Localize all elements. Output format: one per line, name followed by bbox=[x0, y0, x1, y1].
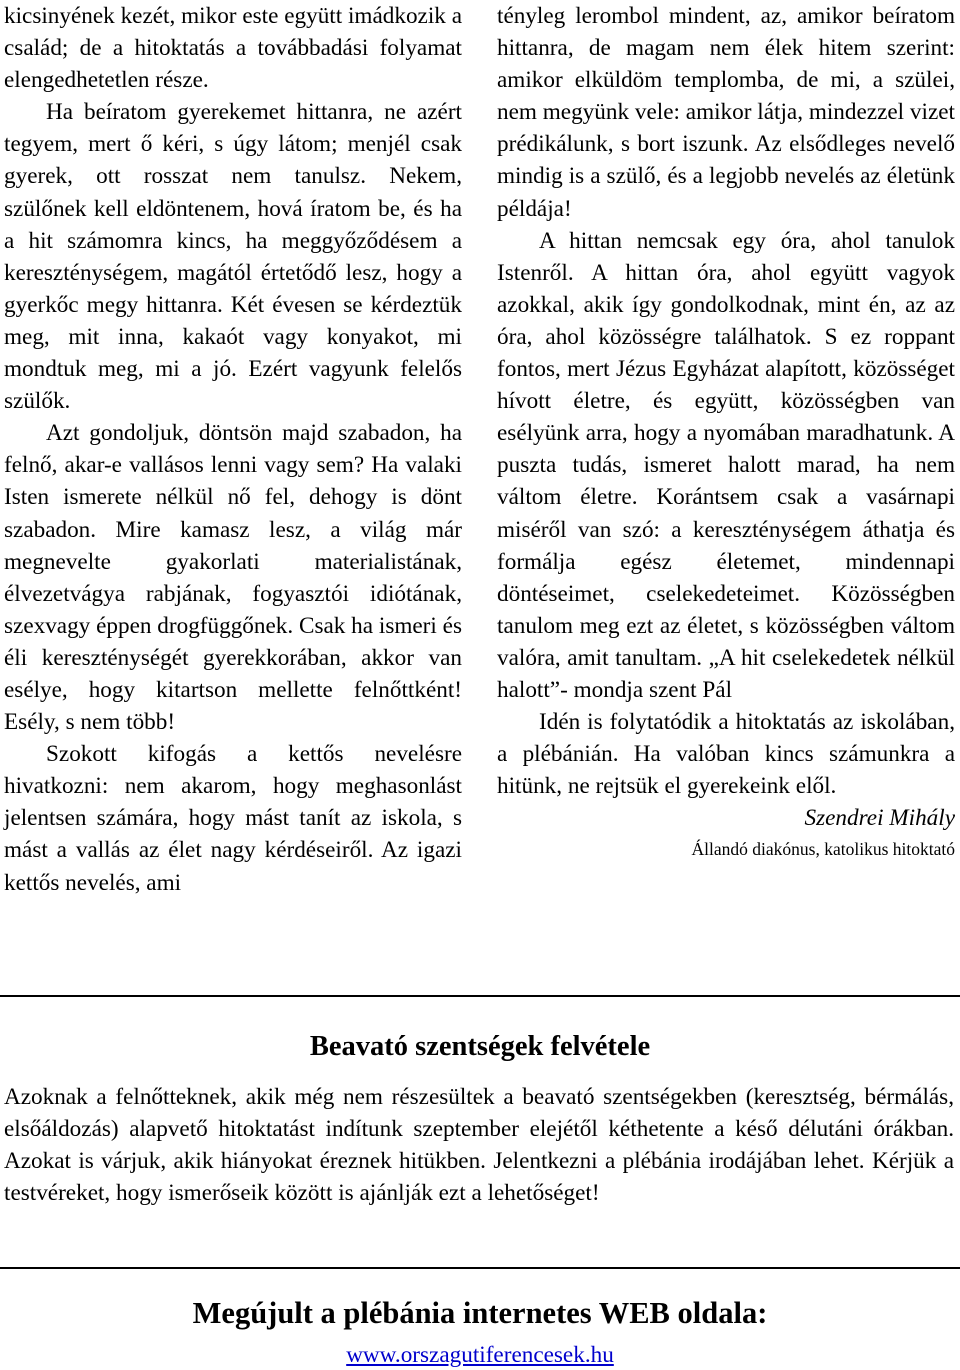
right-column bbox=[497, 0, 955, 864]
author-signature: Szendrei Mihály bbox=[804, 805, 955, 832]
right-paragraph-3: Idén is folytatódik a hitoktatás az iskolában, a plébánián. Ha valóban kincs számunkra a hitünk, ne rejtsük el gyerekeink elől. bbox=[497, 709, 955, 800]
sacraments-announcement: Azoknak a felnőtteknek, akik még nem részesültek a beavató szentségekben (keresztség, bérmálás, elsőáldozás) alapvető hitoktatást indítunk szeptember elejétől kéthetente a késő délutáni órákban. Azokat is várjuk, akik hiányokat éreznek hitükben. Jelentkezni a plébánia irodájában lehet. Kérjük a testvéreket, hogy ismerőseik között is ajánlják ezt a lehetőséget! bbox=[4, 1084, 954, 1207]
website-link[interactable]: www.orszagutiferencesek.hu bbox=[346, 1342, 614, 1368]
section-divider-1 bbox=[0, 995, 960, 997]
right-paragraph-1: tényleg lerombol mindent, az, amikor beíratom hittanra, de magam nem élek hitem szerint: amikor elküldöm templomba, de mi, a szülei, nem megyünk vele: amikor látja, mindezzel vizet prédikálunk, s bort iszunk. Az elsődleges nevelő mindig is a szülő, és a legjobb nevelés az életünk példája! bbox=[497, 3, 955, 222]
section-divider-2 bbox=[0, 1267, 960, 1269]
section-title-sacraments: Beavató szentségek felvétele bbox=[309, 1031, 651, 1062]
left-column bbox=[4, 0, 462, 899]
left-paragraph-1: kicsinyének kezét, mikor este együtt imádkozik a család; de a hitoktatás a továbbadási folyamat elengedhetetlen része. bbox=[4, 3, 462, 94]
left-paragraph-4: Szokott kifogás a kettős nevelésre hivatkozni: nem akarom, hogy meghasonlást jelentsen számára, hogy mást tanít az iskola, s mást a vallás az élet nagy kérdéseiről. Az igazi kettős nevelés, ami bbox=[4, 741, 462, 896]
right-paragraph-2: A hittan nemcsak egy óra, ahol tanulok Istenről. A hittan óra, ahol együtt vagyok azokkal, akik így gondolkodnak, mint én, az az óra, ahol közösségre találhatok. S ez roppant fontos, mert Jézus Egyházat alapított, közösséget hívott életre, és együtt, közösségben van esélyünk arra, hogy a nyomában maradhatunk. A puszta tudás, ismeret halott marad, ha nem váltom életre. Korántsem csak a vasárnapi miséről van szó: a kereszténységem áthatja és formálja egész életemet, mindennapi döntéseimet, cselekedeteimet. Közösségben tanulom meg ezt az életet, s közösségben váltom valóra, amit tanultam. „A hit cselekedetek nélkül halott”- mondja szent Pál bbox=[497, 227, 955, 703]
left-paragraph-3: Azt gondoljuk, döntsön majd szabadon, ha felnő, akar-e vallásos lenni vagy sem? Ha valaki Isten ismerete nélkül nő fel, dehogy is dönt szabadon. Mire kamasz lesz, a világ már megnevelte gyakorlati materialistának, élvezetvágya rabjának, fogyasztói idiótának, szexvagy éppen drogfüggőnek. Csak ha ismeri és éli kereszténységét gyerekkorában, akkor van esélye, hogy kitartson mellette felnőttként! Esély, s nem több! bbox=[4, 420, 462, 736]
author-role: Állandó diakónus, katolikus hitoktató bbox=[691, 839, 955, 860]
section-title-website: Megújult a plébánia internetes WEB oldala: bbox=[192, 1296, 768, 1330]
left-paragraph-2: Ha beíratom gyerekemet hittanra, ne azért tegyem, mert ő kéri, s úgy látom; menjél csak gyerek, ott rosszat nem tanulsz. Nekem, szülőnek kell eldöntenem, hová íratom be, és ha a hit számomra kincs, ha meggyőződésem a kereszténységem, magától értetődő lesz, hogy a gyerkőc megy hittanra. Két évesen se kérdeztük meg, mit inna, kakaót vagy konyakot, mi mondtuk meg, mi a jó. Ezért vagyunk felelős szülők. bbox=[4, 99, 462, 415]
